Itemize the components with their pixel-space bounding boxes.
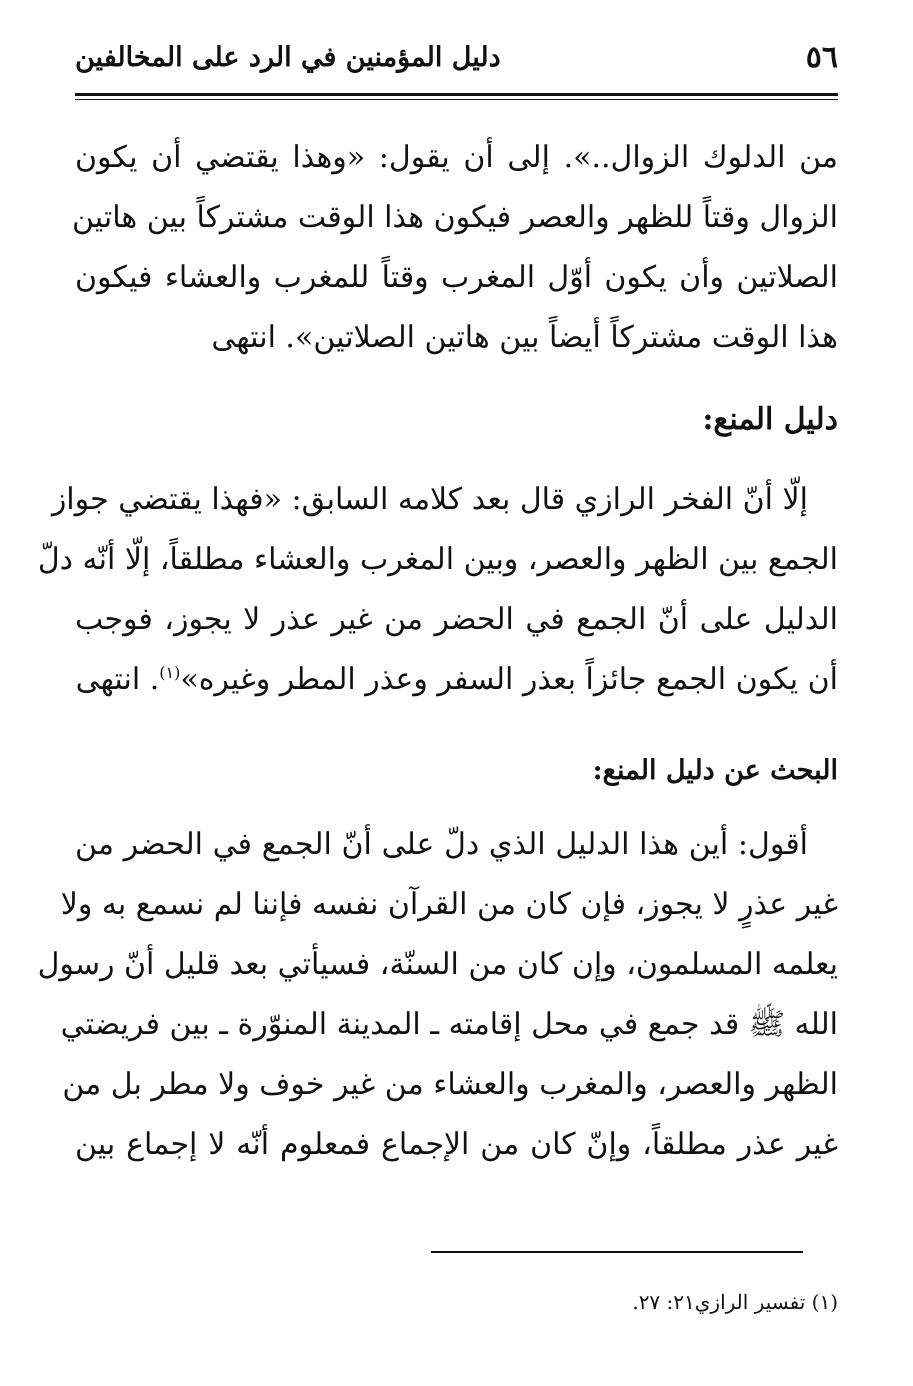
text-line: الجمع بين الظهر والعصر، وبين المغرب والعشاء مطلقاً، إلّا أنّه دلّ xyxy=(37,542,838,577)
footnote-separator xyxy=(431,1251,803,1253)
quote-ending-word: . انتهى xyxy=(75,662,160,697)
text-line: الزوال وقتاً للظهر والعصر فيكون هذا الوقت مشتركاً بين هاتين xyxy=(71,200,838,235)
text-line: الصلاتين وأن يكون أوّل المغرب وقتاً للمغرب والعشاء فيكون xyxy=(75,260,838,295)
footnote-reference: (١) xyxy=(159,663,181,682)
header-rule-thick xyxy=(75,93,838,96)
paragraph-3 xyxy=(37,815,838,1175)
text-line: من الدلوك الزوال..». إلى أن يقول: «وهذا يقتضي أن يكون xyxy=(75,140,838,175)
paragraph-1 xyxy=(71,128,838,368)
footnote: (١) تفسير الرازي٢١: ٢٧. xyxy=(632,1290,838,1314)
text-line: غير عذرٍ لا يجوز، فإن كان من القرآن نفسه فإننا لم نسمع به ولا xyxy=(60,887,838,922)
text-line xyxy=(75,650,838,710)
header-rule-thin xyxy=(75,99,838,100)
page-number: ٥٦ xyxy=(805,40,838,75)
section-heading-evidence: دليل المنع: xyxy=(702,402,838,437)
text-line: الله ﷺ قد جمع في محل إقامته ـ المدينة المنوّرة ـ بين فريضتي xyxy=(60,1007,838,1042)
text-line: أقول: أين هذا الدليل الذي دلّ على أنّ الجمع في الحضر من xyxy=(75,827,808,862)
paragraph-2 xyxy=(37,470,838,710)
text-line: غير عذر مطلقاً، وإنّ كان من الإجماع فمعلوم أنّه لا إجماع بين xyxy=(75,1127,838,1162)
page-header xyxy=(75,40,838,90)
text-line: إلّا أنّ الفخر الرازي قال بعد كلامه السابق: «فهذا يقتضي جواز xyxy=(51,482,808,517)
text-line: يعلمه المسلمون، وإن كان من السنّة، فسيأتي بعد قليل أنّ رسول xyxy=(37,947,838,982)
running-title: دليل المؤمنين في الرد على المخالفين xyxy=(75,42,501,73)
section-heading-search: البحث عن دليل المنع: xyxy=(592,755,838,786)
text-line: هذا الوقت مشتركاً أيضاً بين هاتين الصلاتين». انتهى xyxy=(211,320,838,355)
quote-end: أن يكون الجمع جائزاً بعذر السفر وعذر المطر وغيره» xyxy=(180,662,838,697)
text-line: الدليل على أنّ الجمع في الحضر من غير عذر لا يجوز، فوجب xyxy=(75,602,838,637)
text-line: الظهر والعصر، والمغرب والعشاء من غير خوف ولا مطر بل من xyxy=(62,1067,838,1102)
